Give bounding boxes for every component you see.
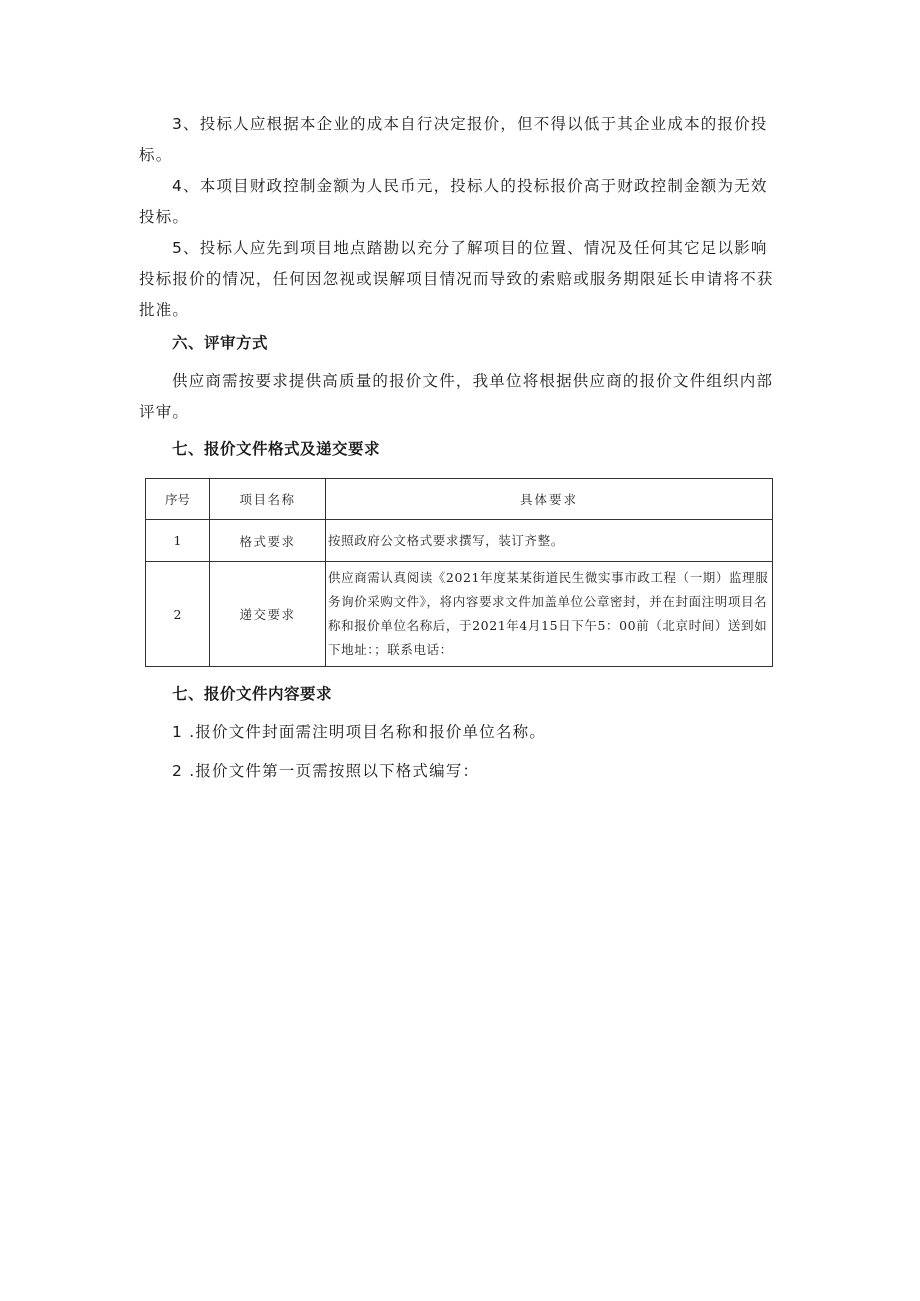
header-name: 项目名称 <box>210 479 326 520</box>
cell-detail <box>326 520 773 562</box>
section-heading-format-submission: 七、报价文件格式及递交要求 <box>172 440 381 458</box>
paragraph-3: 3、投标人应根据本企业的成本自行决定报价，但不得以低于其企业成本的报价投标。 <box>139 115 768 164</box>
cell-detail <box>326 562 773 667</box>
header-seq: 序号 <box>146 479 210 520</box>
paragraph-5: 5、投标人应先到项目地点踏勘以充分了解项目的位置、情况及任何其它足以影响投标报价的情况，任何因忽视或误解项目情况而导致的索赔或服务期限延长申请将不获批准。 <box>139 239 774 319</box>
cell-seq: 2 <box>146 562 210 667</box>
evaluation-body: 供应商需按要求提供高质量的报价文件，我单位将根据供应商的报价文件组织内部评审。 <box>139 372 774 421</box>
table-row <box>146 520 773 562</box>
cell-name: 递交要求 <box>210 562 326 667</box>
cell-seq: 1 <box>146 520 210 562</box>
detail-text: 供应商需认真阅读《2021年度某某街道民生微实事市政工程（一期）监理服务询价采购文件》，将内容要求文件加盖单位公章密封，并在封面注明项目名称和报价单位名称后，于2021年4月15日下午5：00前（北京时间）送到如下地址：；联系电话： <box>328 570 769 657</box>
detail-text: 按照政府公文格式要求撰写，装订齐整。 <box>328 532 564 548</box>
table-row <box>146 562 773 667</box>
list-item: 1 .报价文件封面需注明项目名称和报价单位名称。 <box>172 723 547 741</box>
header-detail: 具体要求 <box>326 479 773 520</box>
paragraph-4: 4、本项目财政控制金额为人民币元，投标人的投标报价高于财政控制金额为无效投标。 <box>139 177 768 226</box>
section-heading-content: 七、报价文件内容要求 <box>172 685 333 703</box>
cell-name: 格式要求 <box>210 520 326 562</box>
requirements-table <box>145 478 773 667</box>
list-item: 2 .报价文件第一页需按照以下格式编写： <box>172 762 480 780</box>
section-heading-evaluation: 六、评审方式 <box>172 334 269 352</box>
table-header-row <box>146 479 773 520</box>
